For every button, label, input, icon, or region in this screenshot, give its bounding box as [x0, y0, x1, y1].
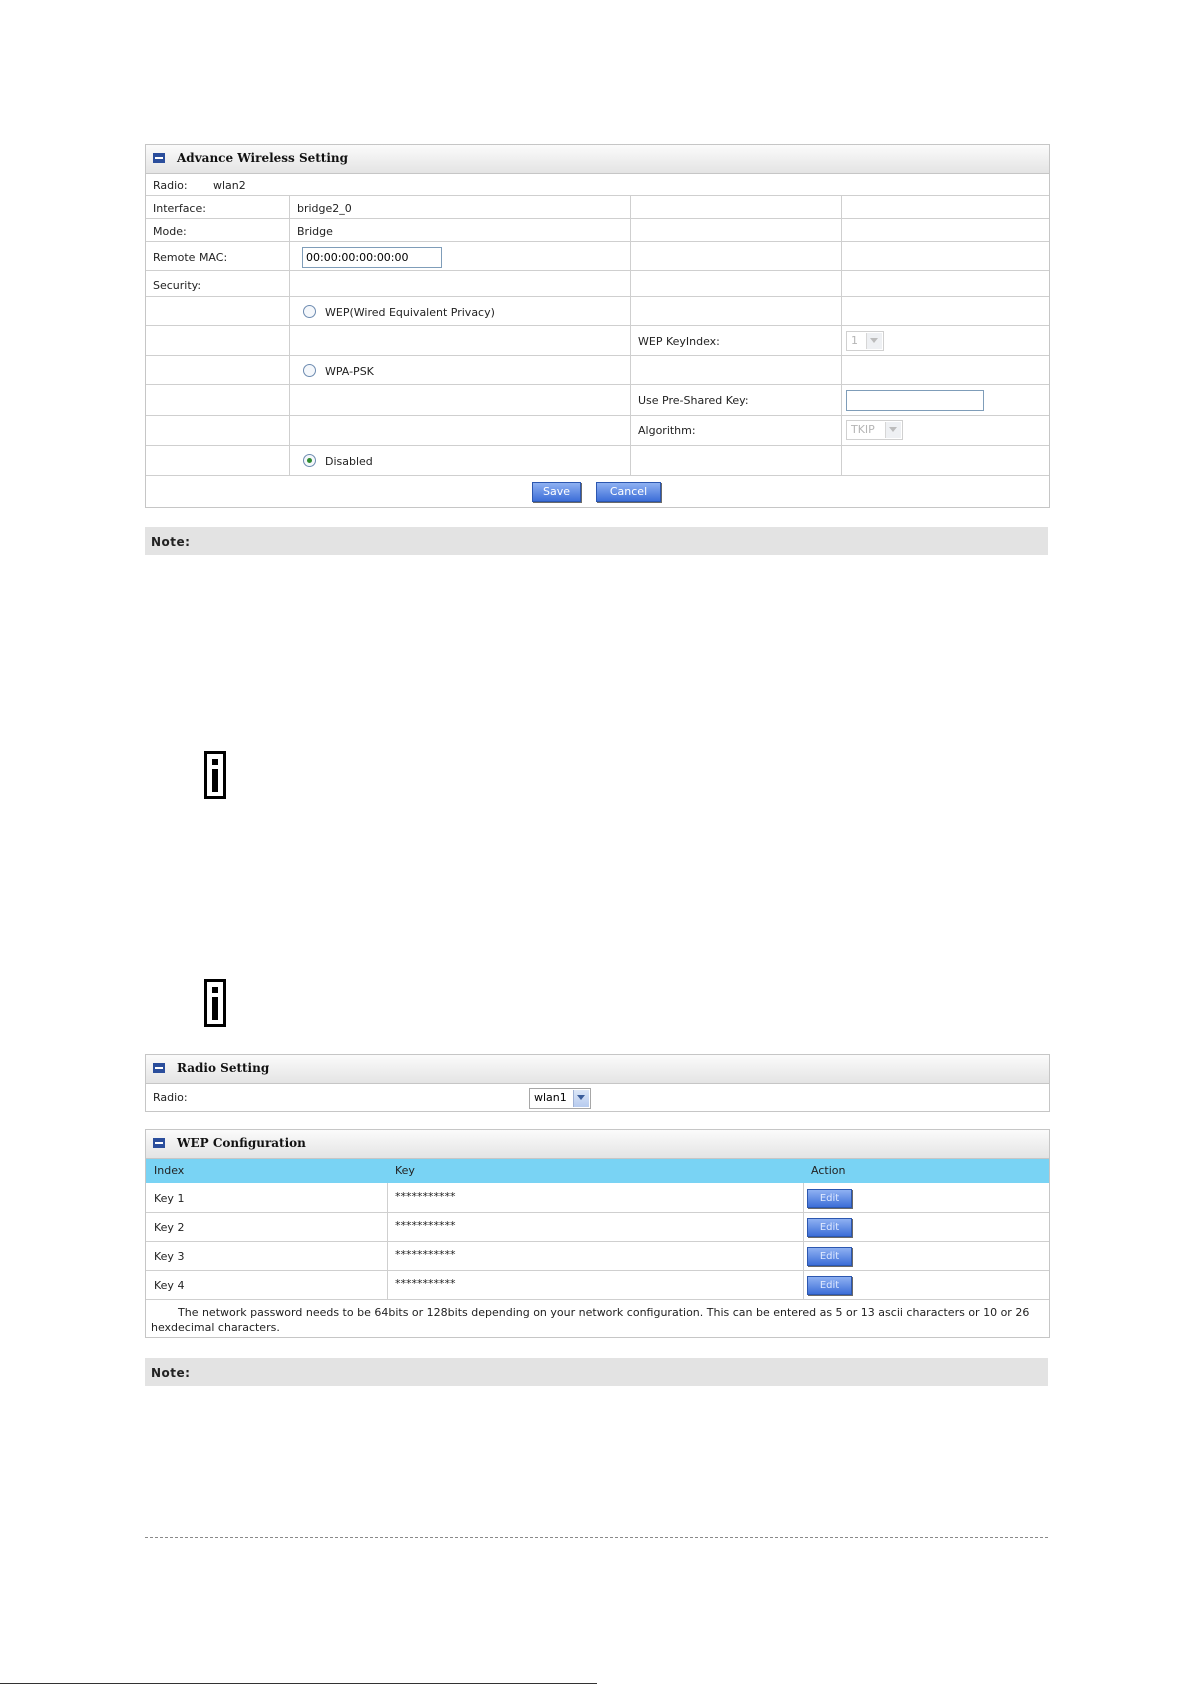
wpa-psk-option-label: WPA-PSK — [325, 365, 374, 378]
row-index: Key 1 — [154, 1192, 185, 1205]
radio-select[interactable] — [529, 1088, 591, 1109]
panel-header-icon — [153, 1063, 165, 1073]
table-row — [146, 1241, 1049, 1270]
row-key: *********** — [395, 1219, 456, 1232]
disabled-option-label: Disabled — [325, 455, 373, 468]
panel-title: WEP Configuration — [177, 1136, 306, 1150]
info-icon — [204, 751, 226, 799]
info-icon — [204, 979, 226, 1027]
row-index: Key 2 — [154, 1221, 185, 1234]
wep-option-label: WEP(Wired Equivalent Privacy) — [325, 306, 495, 319]
remote-mac-label: Remote MAC: — [153, 251, 228, 264]
chevron-down-icon — [866, 333, 882, 349]
advance-wireless-setting-panel — [145, 144, 1050, 508]
psk-input[interactable] — [846, 390, 984, 411]
edit-button[interactable]: Edit — [807, 1189, 852, 1208]
wpa-psk-radio[interactable] — [303, 364, 316, 377]
note-bar — [145, 1358, 1048, 1386]
row-index: Key 4 — [154, 1279, 185, 1292]
note-label: Note: — [151, 535, 191, 549]
footer-divider — [145, 1537, 1048, 1538]
edit-button[interactable]: Edit — [807, 1218, 852, 1237]
radio-setting-panel — [145, 1054, 1050, 1112]
row-index: Key 3 — [154, 1250, 185, 1263]
remote-mac-input[interactable] — [302, 247, 442, 268]
row-key: *********** — [395, 1248, 456, 1261]
panel-header — [146, 1055, 1049, 1084]
panel-header-icon — [153, 1138, 165, 1148]
panel-title: Advance Wireless Setting — [177, 151, 349, 165]
radio-value: wlan2 — [213, 179, 246, 192]
table-row — [146, 1183, 1049, 1212]
table-row — [146, 1212, 1049, 1241]
chevron-down-icon — [573, 1090, 589, 1107]
security-label: Security: — [153, 279, 202, 292]
wep-keyindex-value: 1 — [851, 334, 858, 347]
column-header-index: Index — [154, 1164, 185, 1177]
table-row — [146, 1270, 1049, 1299]
chevron-down-icon — [885, 422, 901, 438]
row-key: *********** — [395, 1277, 456, 1290]
page-bottom-rule — [0, 1683, 597, 1684]
column-header-key: Key — [395, 1164, 415, 1177]
edit-button[interactable]: Edit — [807, 1276, 852, 1295]
panel-header — [146, 145, 1049, 174]
wep-keyindex-label: WEP KeyIndex: — [638, 335, 720, 348]
save-button[interactable]: Save — [532, 482, 581, 502]
table-header — [146, 1159, 1049, 1183]
column-header-action: Action — [811, 1164, 846, 1177]
algorithm-value: TKIP — [851, 423, 875, 436]
disabled-radio[interactable] — [303, 454, 316, 467]
wep-keyindex-select[interactable] — [846, 331, 884, 351]
wep-configuration-panel — [145, 1129, 1050, 1338]
radio-label: Radio: — [153, 179, 188, 192]
mode-value: Bridge — [297, 225, 333, 238]
mode-label: Mode: — [153, 225, 187, 238]
psk-label: Use Pre-Shared Key: — [638, 394, 749, 407]
interface-value: bridge2_0 — [297, 202, 352, 215]
panel-title: Radio Setting — [177, 1061, 270, 1075]
wep-radio[interactable] — [303, 305, 316, 318]
note-label: Note: — [151, 1366, 191, 1380]
note-bar — [145, 527, 1048, 555]
row-key: *********** — [395, 1190, 456, 1203]
wep-password-note: The network password needs to be 64bits or 128bits depending on your network configuration. This can be entered as 5 or 13 ascii characters or 10 or 26 hexdecimal characters. — [151, 1306, 1030, 1334]
algorithm-label: Algorithm: — [638, 424, 696, 437]
cancel-button[interactable]: Cancel — [596, 482, 661, 502]
radio-label: Radio: — [153, 1091, 188, 1104]
panel-header-icon — [153, 153, 165, 163]
interface-label: Interface: — [153, 202, 206, 215]
radio-select-value: wlan1 — [534, 1091, 567, 1104]
panel-header — [146, 1130, 1049, 1159]
edit-button[interactable]: Edit — [807, 1247, 852, 1266]
algorithm-select[interactable] — [846, 420, 903, 440]
